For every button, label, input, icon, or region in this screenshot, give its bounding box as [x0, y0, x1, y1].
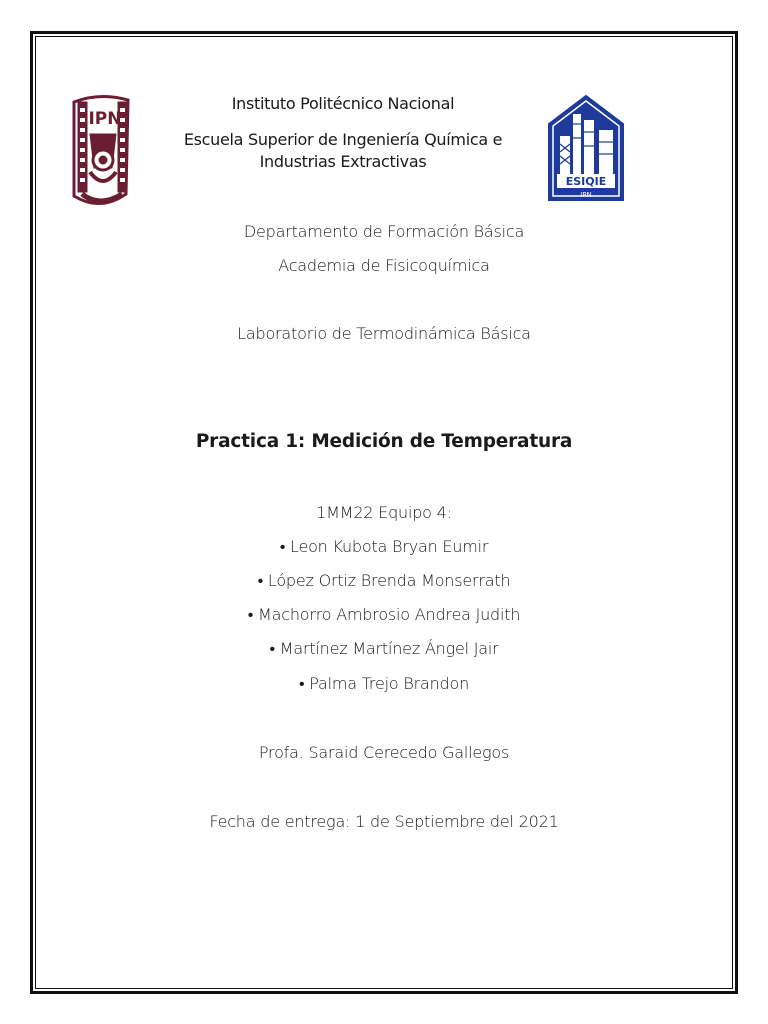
- laboratory: Laboratorio de Termodinámica Básica: [237, 324, 531, 343]
- team-heading: 1MM22 Equipo 4:: [316, 503, 452, 522]
- team-member: • Palma Trejo Brandon: [298, 674, 470, 693]
- ipn-seal-icon: [68, 94, 132, 210]
- team-member: • Martínez Martínez Ángel Jair: [269, 639, 499, 658]
- due-date: Fecha de entrega: 1 de Septiembre del 2021: [209, 812, 559, 831]
- school-name-line1: Escuela Superior de Ingeniería Química e: [183, 130, 503, 149]
- professor: Profa. Saraid Cerecedo Gallegos: [258, 743, 510, 762]
- school-name-line2: Industrias Extractivas: [259, 152, 427, 171]
- team-member: • Leon Kubota Bryan Eumir: [279, 537, 489, 556]
- team-member: • Machorro Ambrosio Andrea Judith: [247, 605, 521, 624]
- esiqie-logo-text: IPN: [580, 191, 592, 199]
- ipn-seal-text: IPN: [88, 109, 122, 129]
- esiqie-seal-icon: [547, 94, 625, 203]
- svg-text:ESIQIE: ESIQIE: [565, 175, 607, 188]
- department: Departamento de Formación Básica: [243, 222, 525, 241]
- esiqie-logo: [547, 94, 625, 203]
- academy: Academia de Fisicoquímica: [278, 256, 490, 275]
- team-member: • López Ortiz Brenda Monserrath: [257, 571, 511, 590]
- practice-title: Practica 1: Medición de Temperatura: [195, 431, 573, 452]
- institute-name: Instituto Politécnico Nacional: [231, 94, 455, 113]
- ipn-seal-logo: [68, 94, 132, 210]
